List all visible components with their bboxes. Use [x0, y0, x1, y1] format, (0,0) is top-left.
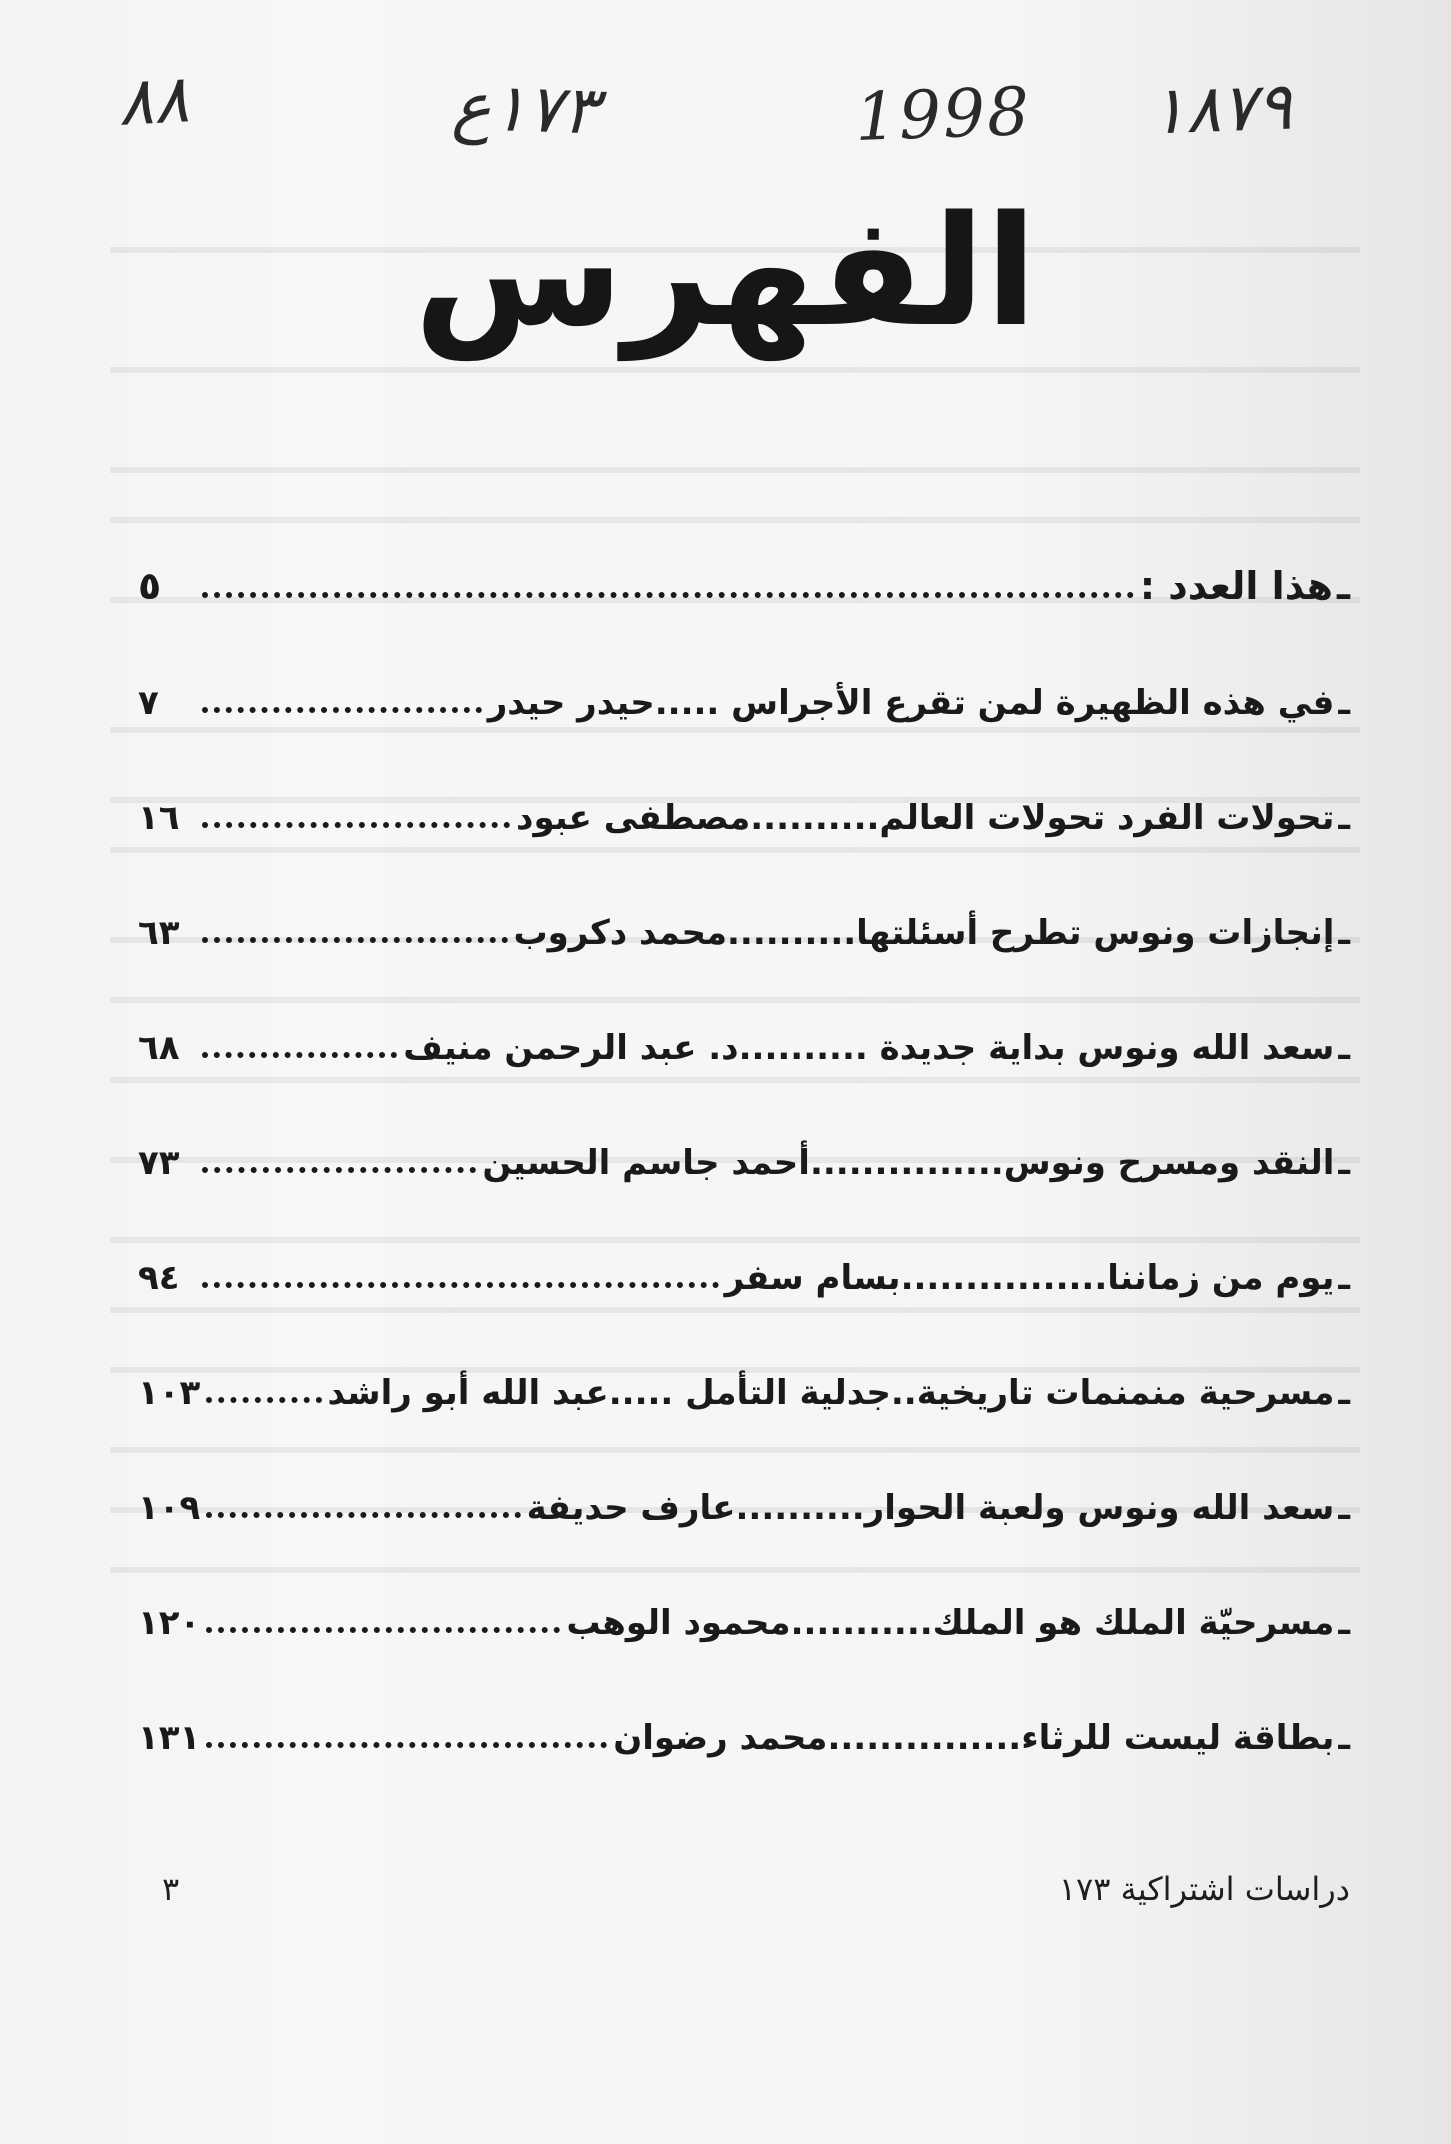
dot-leader: [202, 707, 482, 713]
toc-entry: [138, 1353, 1350, 1413]
entry-page-number: ٧٣: [138, 1143, 180, 1183]
entry-author: مصطفى عبود: [516, 798, 751, 838]
entry-dash: ـ: [1338, 1603, 1350, 1643]
entry-author: محمود الوهب: [566, 1603, 791, 1643]
entry-title: سعد الله ونوس بداية جديدة ..........: [738, 1028, 1335, 1068]
dot-leader: [202, 1282, 719, 1288]
dot-leader: [202, 937, 508, 943]
entry-title: هذا العدد :: [1139, 564, 1333, 608]
entry-page-number: ٦٨: [138, 1028, 180, 1068]
entry-page-number: ٧: [138, 683, 159, 723]
entry-title: إنجازات ونوس تطرح أسئلتها..........: [727, 913, 1335, 953]
entry-author: محمد دكروب: [513, 913, 727, 953]
entry-page-number: ٩٤: [138, 1258, 180, 1298]
dot-leader: [206, 1742, 607, 1748]
entry-author: عارف حديفة: [526, 1488, 736, 1528]
toc-entry: [138, 1583, 1350, 1643]
entry-dash: ـ: [1338, 913, 1350, 953]
toc-entry: [138, 1008, 1350, 1068]
entry-title: مسرحيّة الملك هو الملك...........: [790, 1603, 1335, 1643]
handwritten-annotations: [0, 62, 1451, 172]
entry-author: محمد رضوان: [613, 1718, 828, 1758]
entry-author: أحمد جاسم الحسين: [482, 1143, 810, 1183]
toc-entry: [138, 548, 1350, 608]
entry-dash: ـ: [1338, 1718, 1350, 1758]
dot-leader: [206, 1512, 520, 1518]
toc-entry: [138, 1123, 1350, 1183]
entry-page-number: ٥: [138, 564, 162, 608]
toc-entry: [138, 778, 1350, 838]
entry-dash: ـ: [1338, 798, 1350, 838]
entry-title: يوم من زماننا................: [900, 1258, 1335, 1298]
entry-dash: ـ: [1337, 564, 1350, 608]
toc-entry: [138, 1698, 1350, 1758]
entry-page-number: ١٦: [138, 798, 180, 838]
dot-leader: [206, 1627, 560, 1633]
journal-name: دراسات اشتراكية ١٧٣: [1058, 1870, 1350, 1908]
entry-title: مسرحية منمنمات تاريخية..جدلية التأمل .....: [608, 1373, 1335, 1413]
entry-dash: ـ: [1338, 1373, 1350, 1413]
entry-page-number: ١٢٠: [138, 1603, 201, 1643]
entry-author: بسام سفر: [724, 1258, 901, 1298]
toc-entry: [138, 1238, 1350, 1298]
entry-dash: ـ: [1338, 683, 1350, 723]
entry-author: د. عبد الرحمن منيف: [403, 1028, 739, 1068]
handwritten-number: ١٧٣ع: [450, 67, 600, 150]
entry-title: تحولات الفرد تحولات العالم..........: [750, 798, 1335, 838]
dot-leader: [202, 1052, 397, 1058]
entry-page-number: ١٠٣: [138, 1373, 201, 1413]
table-of-contents: [138, 548, 1350, 1768]
dot-leader: [206, 1397, 321, 1403]
handwritten-number: ١٨٧٩: [1148, 67, 1294, 150]
entry-page-number: ٦٣: [138, 913, 180, 953]
entry-author: عبد الله أبو راشد: [327, 1373, 609, 1413]
page-number: ٣: [162, 1870, 180, 1908]
handwritten-number: 1998: [853, 72, 1033, 157]
toc-entry: [138, 1468, 1350, 1528]
entry-dash: ـ: [1338, 1143, 1350, 1183]
entry-dash: ـ: [1338, 1488, 1350, 1528]
dot-leader: [202, 592, 1134, 598]
entry-dash: ـ: [1338, 1028, 1350, 1068]
dot-leader: [202, 822, 510, 828]
dot-leader: [202, 1167, 476, 1173]
entry-page-number: ١٠٩: [138, 1488, 201, 1528]
page-title: الفهرس: [413, 183, 1038, 360]
toc-entry: [138, 663, 1350, 723]
entry-author: حيدر حيدر: [487, 683, 655, 723]
toc-entry: [138, 893, 1350, 953]
entry-title: سعد الله ونوس ولعبة الحوار..........: [735, 1488, 1335, 1528]
entry-title: بطاقة ليست للرثاء...............: [827, 1718, 1335, 1758]
entry-title: في هذه الظهيرة لمن تقرع الأجراس .....: [654, 683, 1335, 723]
handwritten-number: ٨٨: [116, 60, 191, 141]
page-footer: [150, 1870, 1350, 1930]
entry-page-number: ١٣١: [138, 1718, 201, 1758]
entry-dash: ـ: [1338, 1258, 1350, 1298]
entry-title: النقد ومسرح ونوس...............: [809, 1143, 1335, 1183]
